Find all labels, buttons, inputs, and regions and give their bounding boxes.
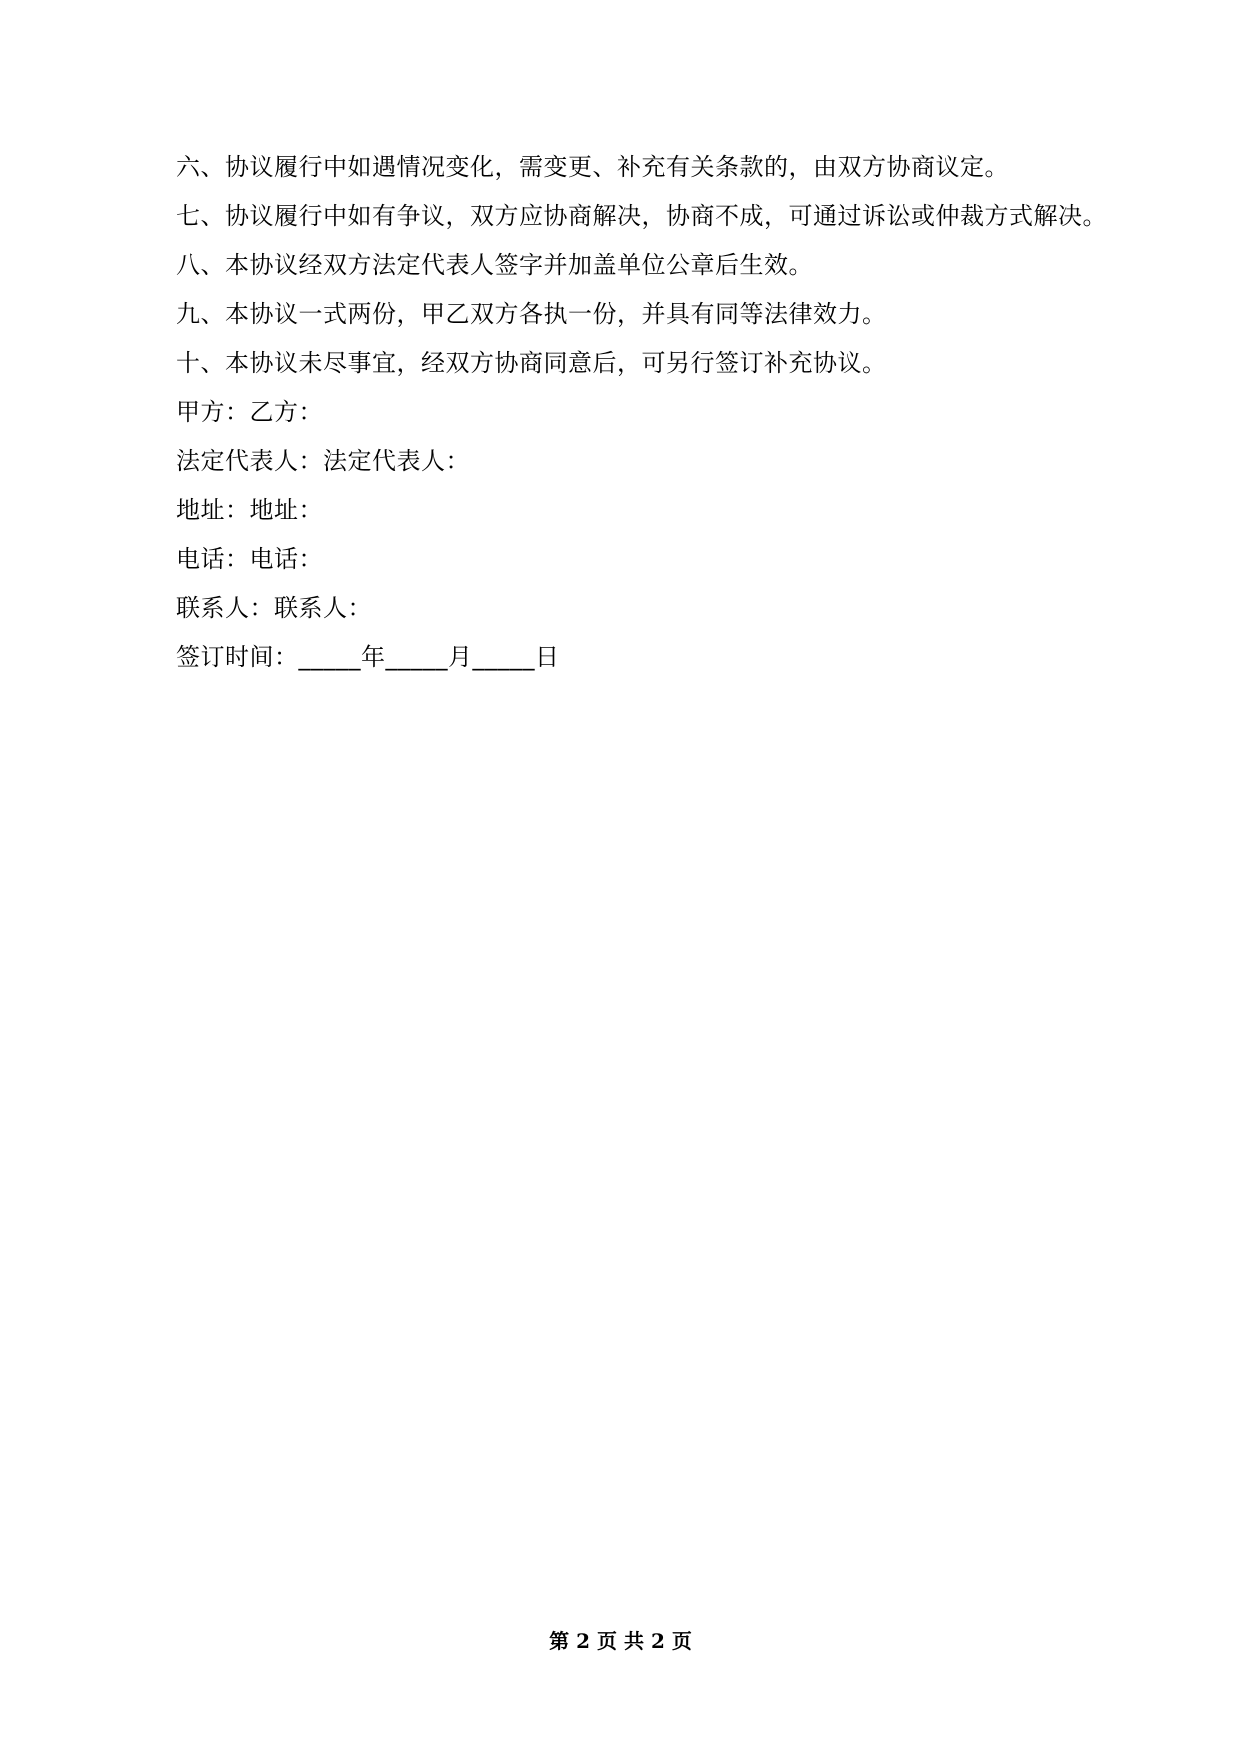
phone-line: 电话：电话： [176,545,323,573]
document-body [176,152,1176,691]
page-number-footer: 第 2 页 共 2 页 [549,1629,692,1653]
signing-date-line: 签订时间：_____年_____月_____日 [176,643,560,671]
clause-10: 十、本协议未尽事宜，经双方协商同意后，可另行签订补充协议。 [176,349,887,377]
party-line: 甲方：乙方： [176,398,323,426]
address-line: 地址：地址： [176,496,323,524]
clause-7: 七、协议履行中如有争议，双方应协商解决，协商不成，可通过诉讼或仲裁方式解决。 [176,202,1107,230]
clause-8: 八、本协议经双方法定代表人签字并加盖单位公章后生效。 [176,251,813,279]
clause-9: 九、本协议一式两份，甲乙双方各执一份，并具有同等法律效力。 [176,300,887,328]
legal-representative-line: 法定代表人：法定代表人： [176,447,470,475]
clause-6: 六、协议履行中如遇情况变化，需变更、补充有关条款的，由双方协商议定。 [176,153,1009,181]
contact-line: 联系人：联系人： [176,594,372,622]
